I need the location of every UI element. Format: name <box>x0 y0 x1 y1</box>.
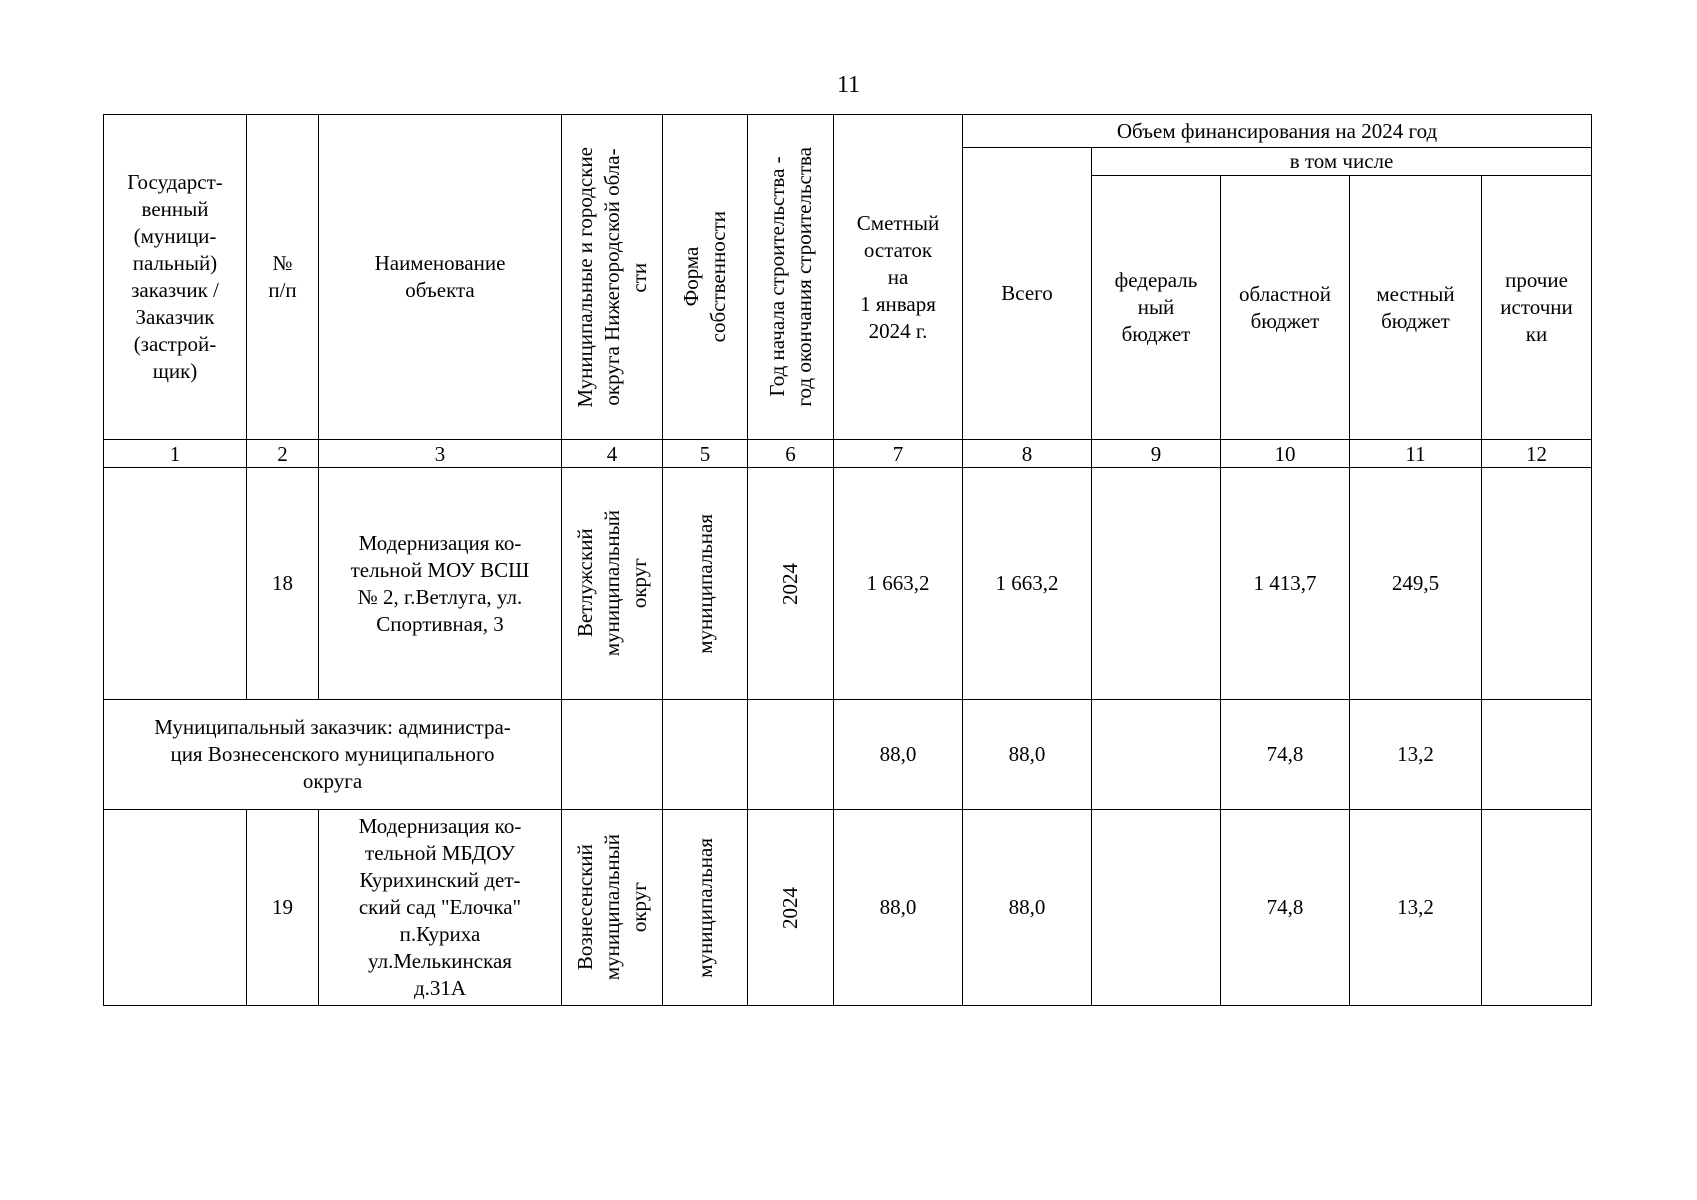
local-budget: 13,2 <box>1350 810 1482 1006</box>
federal-budget <box>1092 810 1221 1006</box>
header-district-cell <box>562 115 663 440</box>
table-row <box>104 468 1592 700</box>
header-financing: Объем финансирования на 2024 год <box>963 115 1592 148</box>
estimate-remainder: 88,0 <box>834 700 963 810</box>
table-row <box>104 810 1592 1006</box>
header-district: Муниципальные и городские округа Нижегородской обла- сти <box>572 146 651 408</box>
header-years: Год начала строительства - год окончания строительства <box>764 147 816 407</box>
row-number: 19 <box>247 810 319 1006</box>
header-total: Всего <box>963 148 1092 440</box>
column-number: 10 <box>1221 440 1350 468</box>
column-number: 4 <box>562 440 663 468</box>
years-cell <box>748 810 834 1006</box>
construction-years: 2024 <box>778 562 802 605</box>
regional-budget: 1 413,7 <box>1221 468 1350 700</box>
district-name: Ветлужский муниципальный округ <box>572 510 651 657</box>
federal-budget <box>1092 700 1221 810</box>
local-budget: 13,2 <box>1350 700 1482 810</box>
ownership-cell <box>663 700 748 810</box>
header-object-name: Наименование объекта <box>319 115 562 440</box>
ownership-form: муниципальная <box>692 837 717 978</box>
group-row <box>104 700 1592 810</box>
column-number: 8 <box>963 440 1092 468</box>
column-number: 3 <box>319 440 562 468</box>
column-number: 5 <box>663 440 748 468</box>
header-regional: областной бюджет <box>1221 176 1350 440</box>
local-budget: 249,5 <box>1350 468 1482 700</box>
customer-cell <box>104 810 247 1006</box>
column-number: 2 <box>247 440 319 468</box>
district-cell <box>562 468 663 700</box>
regional-budget: 74,8 <box>1221 700 1350 810</box>
column-number: 9 <box>1092 440 1221 468</box>
column-number: 7 <box>834 440 963 468</box>
district-cell <box>562 700 663 810</box>
header-federal: федераль ный бюджет <box>1092 176 1221 440</box>
column-numbers-row <box>104 440 1592 468</box>
financing-total: 88,0 <box>963 810 1092 1006</box>
object-name: Модернизация ко- тельной МОУ ВСШ № 2, г.Ветлуга, ул. Спортивная, 3 <box>319 468 562 700</box>
page-number: 11 <box>836 72 861 98</box>
other-sources <box>1482 468 1592 700</box>
regional-budget: 74,8 <box>1221 810 1350 1006</box>
object-name: Модернизация ко- тельной МБДОУ Курихинский дет- ский сад "Елочка" п.Куриха ул.Мелькинская д.31А <box>319 810 562 1006</box>
header-estimate: Сметный остаток на 1 января 2024 г. <box>834 115 963 440</box>
ownership-cell <box>663 468 748 700</box>
header-local: местный бюджет <box>1350 176 1482 440</box>
ownership-form: муниципальная <box>692 513 717 654</box>
financing-total: 1 663,2 <box>963 468 1092 700</box>
other-sources <box>1482 810 1592 1006</box>
estimate-remainder: 88,0 <box>834 810 963 1006</box>
financing-total: 88,0 <box>963 700 1092 810</box>
other-sources <box>1482 700 1592 810</box>
header-ownership-cell <box>663 115 748 440</box>
federal-budget <box>1092 468 1221 700</box>
district-name: Вознесенский муниципальный округ <box>572 834 651 981</box>
customer-cell <box>104 468 247 700</box>
ownership-cell <box>663 810 748 1006</box>
header-years-cell <box>748 115 834 440</box>
row-number: 18 <box>247 468 319 700</box>
years-cell <box>748 468 834 700</box>
district-cell <box>562 810 663 1006</box>
municipal-customer-label: Муниципальный заказчик: администра- ция Вознесенского муниципального округа <box>104 700 562 810</box>
financing-table <box>103 114 1592 1006</box>
header-number: № п/п <box>247 115 319 440</box>
construction-years: 2024 <box>778 886 802 929</box>
header-ownership: Форма собственности <box>679 211 730 343</box>
column-number: 12 <box>1482 440 1592 468</box>
column-number: 6 <box>748 440 834 468</box>
header-other: прочие источни ки <box>1482 176 1592 440</box>
years-cell <box>748 700 834 810</box>
estimate-remainder: 1 663,2 <box>834 468 963 700</box>
header-including: в том числе <box>1092 148 1592 176</box>
column-number: 1 <box>104 440 247 468</box>
header-customer: Государст- венный (муници- пальный) заказчик / Заказчик (застрой- щик) <box>104 115 247 440</box>
column-number: 11 <box>1350 440 1482 468</box>
